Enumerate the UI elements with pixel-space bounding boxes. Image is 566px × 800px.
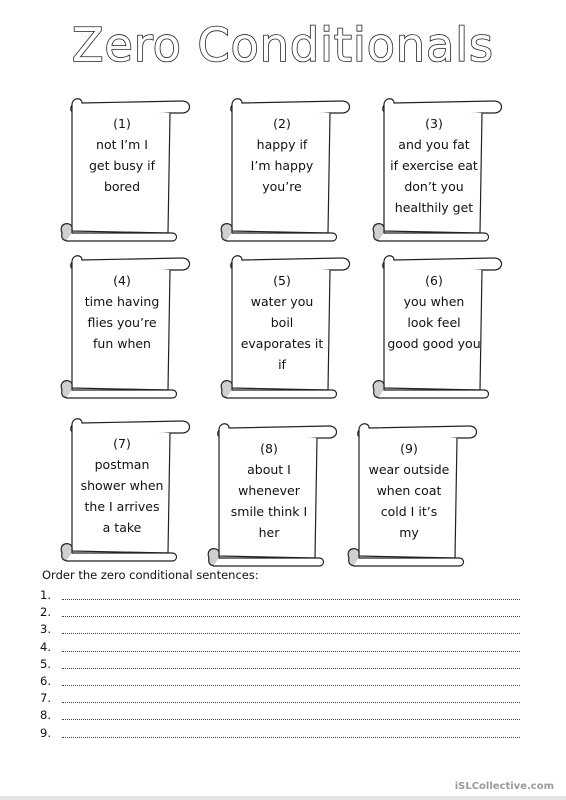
scroll-card-text: [219, 438, 319, 543]
dotted-writing-line[interactable]: [62, 685, 520, 686]
card-word-line: boil: [270, 315, 294, 330]
scroll-card: [218, 95, 353, 245]
dotted-writing-line[interactable]: [62, 633, 520, 634]
card-word-line: not I’m I: [96, 137, 148, 152]
card-word-line: look feel: [407, 315, 461, 330]
answer-number: 7.: [40, 691, 51, 706]
dotted-writing-line[interactable]: [62, 702, 520, 703]
answer-number: 1.: [40, 588, 51, 602]
card-word-line: whenever: [238, 483, 300, 498]
answer-line[interactable]: [40, 622, 520, 638]
card-word-line: if exercise eat: [390, 158, 478, 173]
card-word-line: the I arrives: [84, 499, 160, 514]
answer-number: 8.: [40, 708, 51, 723]
card-word-line: bored: [103, 179, 141, 194]
answer-line[interactable]: [40, 726, 520, 742]
scroll-card-text: [72, 270, 172, 354]
answer-line[interactable]: [40, 674, 520, 690]
card-number: (8): [260, 441, 278, 456]
scroll-card-text: [232, 270, 332, 375]
card-word-line: fun when: [93, 336, 151, 351]
card-word-line: you’re: [262, 179, 302, 194]
card-word-line: a take: [102, 520, 142, 535]
scroll-card: [58, 252, 193, 402]
instructions: Order the zero conditional sentences:: [42, 568, 259, 582]
card-word-line: her: [258, 525, 280, 540]
scroll-card: [370, 95, 505, 245]
footer-bar: [0, 796, 566, 800]
card-number: (7): [113, 436, 131, 451]
scroll-card-text: [72, 433, 172, 538]
card-word-line: you when: [403, 294, 465, 309]
card-word-line: cold I it’s: [380, 504, 438, 519]
card-number: (2): [273, 116, 291, 131]
answer-line[interactable]: [40, 640, 520, 656]
card-word-line: flies you’re: [87, 315, 157, 330]
card-word-line: water you: [250, 294, 314, 309]
card-word-line: good good you: [387, 336, 481, 351]
card-word-line: shower when: [80, 478, 164, 493]
answer-number: 6.: [40, 674, 51, 688]
answer-line[interactable]: [40, 588, 520, 604]
scroll-card-text: [72, 113, 172, 197]
answer-line[interactable]: [40, 605, 520, 621]
scroll-card: [370, 252, 505, 402]
scroll-card-text: [232, 113, 332, 197]
scroll-card-text: [384, 270, 484, 354]
answer-number: 9.: [40, 725, 51, 740]
scroll-card: [58, 415, 193, 565]
page-title: Zero Conditionals: [72, 18, 494, 72]
answer-number: 3.: [40, 622, 51, 637]
answer-line[interactable]: [40, 657, 520, 673]
answer-number: 2.: [40, 605, 51, 620]
card-word-line: time having: [84, 294, 160, 309]
dotted-writing-line[interactable]: [62, 719, 520, 720]
card-word-line: healthily get: [394, 200, 474, 215]
card-word-line: postman: [94, 457, 150, 472]
card-word-line: and you fat: [398, 137, 470, 152]
scroll-card: [345, 420, 480, 570]
card-word-line: when coat: [376, 483, 442, 498]
card-number: (6): [425, 273, 443, 288]
answer-number: 5.: [40, 656, 51, 671]
card-word-line: I’m happy: [250, 158, 314, 173]
card-word-line: happy if: [256, 137, 308, 152]
scroll-card-text: [359, 438, 459, 543]
dotted-writing-line[interactable]: [62, 651, 520, 652]
card-word-line: wear outside: [368, 462, 450, 477]
card-number: (9): [400, 441, 418, 456]
card-number: (3): [425, 116, 443, 131]
scroll-card-text: [384, 113, 484, 218]
answer-line[interactable]: [40, 708, 520, 724]
card-word-line: about I: [247, 462, 291, 477]
dotted-writing-line[interactable]: [62, 616, 520, 617]
card-word-line: smile think I: [230, 504, 308, 519]
watermark: iSLCollective.com: [454, 781, 554, 792]
dotted-writing-line[interactable]: [62, 737, 520, 738]
scroll-card: [218, 252, 353, 402]
dotted-writing-line[interactable]: [62, 599, 520, 600]
scroll-card: [58, 95, 193, 245]
card-word-line: don’t you: [404, 179, 464, 194]
scroll-card: [205, 420, 340, 570]
card-number: (5): [273, 273, 291, 288]
card-word-line: my: [399, 525, 419, 540]
dotted-writing-line[interactable]: [62, 668, 520, 669]
answer-line[interactable]: [40, 691, 520, 707]
card-word-line: if: [278, 357, 286, 372]
answer-number: 4.: [40, 639, 51, 654]
card-word-line: get busy if: [88, 158, 156, 173]
card-word-line: evaporates it: [240, 336, 324, 351]
card-number: (1): [113, 116, 131, 131]
card-number: (4): [113, 273, 131, 288]
